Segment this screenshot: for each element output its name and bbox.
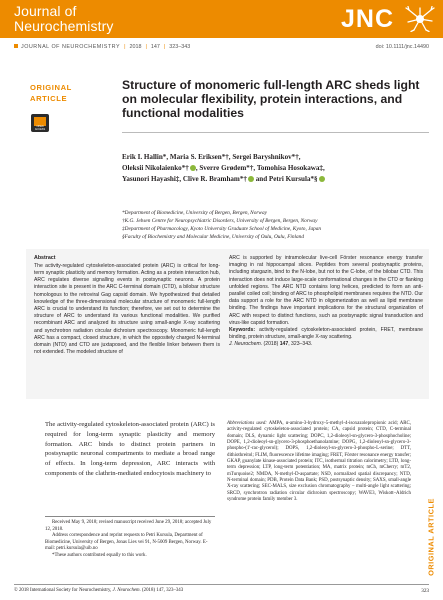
article-type-line1: ORIGINAL [30,83,72,92]
meta-year: 2018 [129,44,142,50]
keywords [229,327,423,341]
journal-logo-icon [405,6,435,32]
citation-pages: , 323–343. [288,341,313,348]
abbreviations-label: Abbreviations used: [227,421,267,426]
article-title: Structure of monomeric full-length ARC sheds light on molecular flexibility, protein interactions, and functional modalities [122,78,420,120]
authors-line3-b: and Petri Kursula*§ [253,175,318,183]
affiliation-item: ‡Department of Pharmacology, Kyoto University Graduate School of Medicine, Kyoto, Japan [122,226,322,232]
affiliations [122,209,422,241]
doi-link[interactable]: doi: 10.1111/jnc.14490 [375,44,429,50]
received-dates: Received May 9, 2018; revised manuscript received June 29, 2018; accepted July 12, 2018. [45,520,212,532]
open-access-badge-icon [31,114,49,132]
journal-name [14,4,113,34]
abstract-box [26,249,429,399]
abbreviations-block [227,421,411,503]
citation-year: (2018) [263,341,279,348]
journal-header [0,0,443,38]
citation-journal: J. Neurochem. [229,341,263,348]
authors-line1: Erik I. Hallin*, Maria S. Eriksen*†, Sergei Baryshnikov*†, [122,153,301,161]
footnote-divider [45,516,215,517]
copyright-prefix: © 2018 International Society for Neurochemistry, [14,588,113,593]
title-divider [122,132,429,133]
citation [229,341,423,348]
article-type-line2: ARTICLE [30,94,68,103]
authors-line2 [122,163,422,174]
badge-text: OPEN ACCESS [34,125,46,131]
journal-brand: JNC [341,5,395,33]
copyright-journal: J. Neurochem. [112,588,141,593]
authors-line3-a: Yasunori Hayashi‡, Clive R. Bramham*† [122,175,247,183]
copyright-suffix: (2018) 147, 323–343 [140,588,184,593]
article-type-label [30,82,70,104]
footer-divider [14,584,429,585]
journal-meta-line: JOURNAL OF NEUROCHEMISTRY | 2018 | 147 | 323–343 doi: 10.1111/jnc.14490 [14,44,429,54]
side-label-text: ORIGINAL ARTICLE [426,498,436,576]
keywords-text: activity-regulated cytoskeleton-associated protein, FRET, membrane binding, protein structure, small-angle X-ray scattering. [229,327,423,341]
orcid-icon[interactable] [319,176,325,182]
abbreviations-text: AMPA, α-amino-3-hydroxy-5-methyl-4-isoxazolepropionic acid; ARC, activity-regulated cytoskeleton-associated protein; CA, capsid protein; CTD, C-terminal domain; DLS, dynamic light scattering; DOPC, 1,2-dioleoyl-sn-glycero-3-phosphocholine; DOPE, 1,2-dioleoyl-sn-glycero-3-phosphoethanolamine; DOPG, 1,2-dioleoyl-sn-glycero-3-phospho-(1′-rac-glycerol); DOPS, 1,2-dioleoyl-sn-glycero-3-phospho-L-serine; DTT, dithiothreitol; FLIM, fluorescence lifetime imaging; FRET, Förster resonance energy transfer; GKAP, guanylate kinase-associated protein; ITC, isothermal titration calorimetry; LTD, long-term depression; LTP, long-term potentiation; MA, matrix protein; mCh, mCherry; mT2, mTurquoise2; NMDA, N-methyl-D-aspartate; NSD, normalized spatial discrepancy; NTD, N-terminal domain; PDB, Protein Data Bank; PSD, postsynaptic density; SAXS, small-angle X-ray scattering; SEC-MALS, size exclusion chromatography – multi-angle light scattering; SRCD, synchrotron radiation circular dichroism spectroscopy; WAVE3, Wiskott–Aldrich syndrome protein family member 3. [227,421,412,503]
correspondence-address: Address correspondence and reprint requests to Petri Kursula, Department of Biomedicine, University of Bergen, Jonas Lies vei 91, N-5009 Bergen, Norway. E-mail: petri.kursula@uib.no [45,533,208,551]
footnotes [45,520,215,559]
abstract-right-column [229,255,423,349]
journal-name-line2: Neurochemistry [14,18,114,34]
equal-contribution-note: *These authors contributed equally to this work. [52,552,147,558]
meta-journal: JOURNAL OF NEUROCHEMISTRY [21,44,121,50]
keywords-label: Keywords: [229,327,256,334]
author-list [122,152,422,185]
abstract-left-column [34,255,220,356]
copyright-line [14,588,183,593]
abstract-text-right: ARC is supported by intramolecular live-cell Förster resonance energy transfer imaging in rat hippocampal slices. Peptides from several postsynaptic proteins, including stargazin, bind to the N-lobe, but not to the C-lobe, of the bilobar CTD. This interaction does not induce large-scale conformational changes in the CTD or flanking unfolded regions. The ARC NTD contains long helices, predicted to form an anti-parallel coiled coil; binding of ARC to phospholipid membranes requires the NTD. Our data support a role for the ARC NTD in oligomerization as well as lipid membrane binding. The findings have important implications for the structural organization of ARC with respect to distinct functions, such as postsynaptic signal transduction and virus-like capsid formation. [229,255,423,326]
meta-square-icon [14,44,18,48]
citation-volume: 147 [279,341,289,348]
journal-name-line1: Journal of [14,3,77,19]
side-article-type-label [424,494,438,580]
abstract-heading: Abstract [34,255,56,261]
authors-line2-b: , Sverre Grødem*†, Tomohisa Hosokawa‡, [195,164,325,172]
abstract-text-left: The activity-regulated cytoskeleton-associated protein (ARC) is critical for long-term synaptic plasticity and memory formation. Acting as a protein interaction hub, ARC regulates diverse signalling events in postsynaptic neurons. A protein interaction site is present in the ARC C-terminal domain (CTD), a bilobar structure homologous to the retroviral Gag capsid domain. We hypothesized that detailed knowledge of the three-dimensional molecular structure of monomeric full-length ARC is crucial to understand its function; therefore, we set out to determine the structure of ARC to understand its various functional modalities. We purified recombinant ARC and analyzed its structure using small-angle X-ray scattering and synchrotron radiation circular dichroism spectroscopy. Monomeric full-length ARC has a compact, closed structure, in which the oppositely charged N-terminal domain (NTD) and CTD are juxtaposed, and the flexible linker between them is not extended. The modeled structure of [34,262,220,356]
meta-volume: 147 [150,44,160,50]
meta-pages: 323–343 [169,44,191,50]
affiliation-item: §Faculty of Biochemistry and Molecular Medicine, University of Oulu, Oulu, Finland [122,234,304,240]
authors-line2-a: Oleksii Nikolaienko*† [122,164,189,172]
authors-line3 [122,174,422,185]
intro-paragraph: The activity-regulated cytoskeleton-associated protein (ARC) is required for long-term synaptic plasticity and memory formation. ARC binds to distinct protein partners in postsynaptic neuronal compartments to mediate a broad range of effects. In long-term depression, ARC interacts with components of the clathrin-mediated endocytosis machinery to [45,421,215,477]
affiliation-item: *Department of Biomedicine, University of Bergen, Bergen, Norway [122,210,267,216]
affiliation-item: †K.G. Jebsen Centre for Neuropsychiatric Disorders, University of Bergen, Bergen, Norway [122,218,318,224]
page-number: 323 [421,588,429,594]
